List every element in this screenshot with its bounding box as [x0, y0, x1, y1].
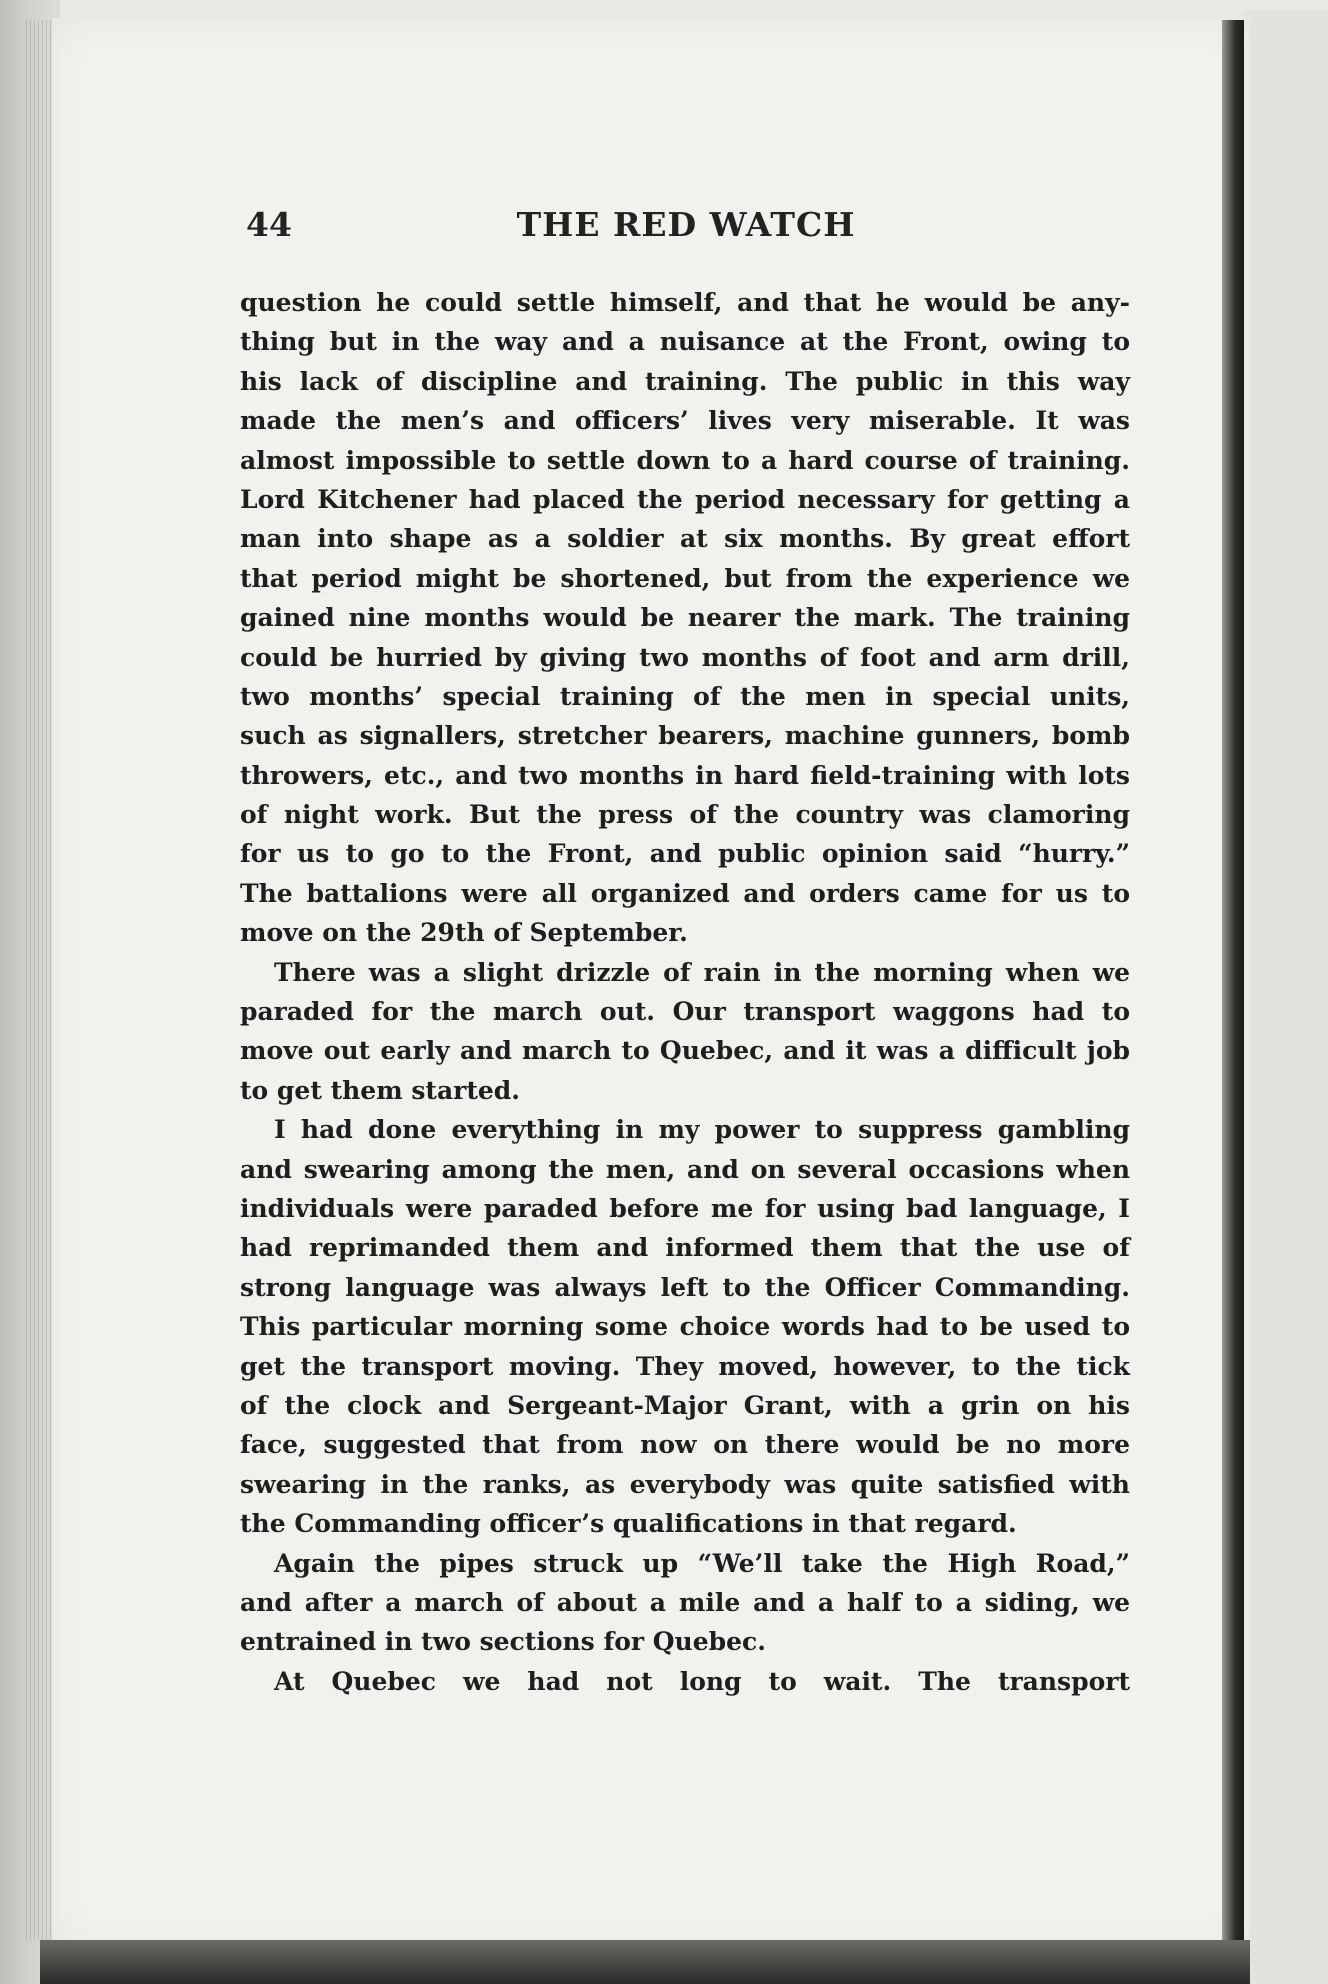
text-line: This particular morning some choice words had to be used to — [240, 1312, 1130, 1342]
text-line: move on the 29th of September. — [240, 918, 688, 948]
text-line: had reprimanded them and informed them that the use of — [240, 1233, 1130, 1263]
body-text — [240, 283, 1130, 1701]
text-line: paraded for the march out. Our transport waggons had to — [240, 997, 1130, 1027]
text-line: almost impossible to settle down to a hard course of training. — [240, 445, 1130, 475]
text-line: get the transport moving. They moved, however, to the tick — [240, 1351, 1130, 1381]
page-header — [240, 205, 1132, 265]
text-line: to get them started. — [240, 1075, 520, 1105]
text-line: that period might be shortened, but from the experience we — [240, 563, 1130, 593]
text-line: thing but in the way and a nuisance at the Front, owing to — [240, 327, 1130, 357]
text-line: swearing in the ranks, as everybody was quite satisfied with — [240, 1469, 1130, 1499]
text-line: face, suggested that from now on there would be no more — [240, 1430, 1130, 1460]
text-line: Again the pipes struck up “We’ll take the High Road,” — [274, 1548, 1130, 1578]
text-line: At Quebec we had not long to wait. The transport — [274, 1666, 1130, 1696]
bottom-shadow — [40, 1940, 1250, 1984]
text-line: individuals were paraded before me for using bad language, I — [240, 1193, 1130, 1223]
text-line: man into shape as a soldier at six months. By great effort — [240, 524, 1130, 554]
text-line: for us to go to the Front, and public opinion said “hurry.” — [240, 839, 1130, 869]
text-line: gained nine months would be nearer the mark. The training — [240, 603, 1130, 633]
text-line: of the clock and Sergeant-Major Grant, with a grin on his — [240, 1390, 1130, 1420]
text-line: There was a slight drizzle of rain in the morning when we — [274, 957, 1130, 987]
text-line: his lack of discipline and training. The public in this way — [240, 366, 1130, 396]
text-line: of night work. But the press of the country was clamoring — [240, 800, 1130, 830]
adjacent-page — [1244, 10, 1328, 1984]
text-line: such as signallers, stretcher bearers, machine gunners, bomb — [240, 721, 1130, 751]
text-line: strong language was always left to the Officer Commanding. — [240, 1272, 1130, 1302]
text-line: entrained in two sections for Quebec. — [240, 1627, 766, 1657]
text-line: and swearing among the men, and on several occasions when — [240, 1154, 1130, 1184]
text-line: I had done everything in my power to suppress gambling — [274, 1115, 1130, 1145]
page-number: 44 — [246, 205, 292, 244]
text-line: throwers, etc., and two months in hard field-training with lots — [240, 760, 1130, 790]
text-line: move out early and march to Quebec, and it was a difficult job — [240, 1036, 1130, 1066]
text-line: Lord Kitchener had placed the period necessary for getting a — [240, 484, 1130, 514]
text-line: could be hurried by giving two months of foot and arm drill, — [240, 642, 1130, 672]
text-line: the Commanding officer’s qualifications in that regard. — [240, 1509, 1017, 1539]
text-line: question he could settle himself, and that he would be any- — [240, 288, 1130, 317]
page-gutter-shadow — [1222, 20, 1244, 1950]
text-line: two months’ special training of the men in special units, — [240, 681, 1130, 711]
text-line: and after a march of about a mile and a half to a siding, we — [240, 1587, 1130, 1617]
running-title: THE RED WATCH — [516, 205, 856, 244]
text-line: made the men’s and officers’ lives very miserable. It was — [240, 406, 1130, 436]
text-line: The battalions were all organized and orders came for us to — [240, 878, 1130, 908]
